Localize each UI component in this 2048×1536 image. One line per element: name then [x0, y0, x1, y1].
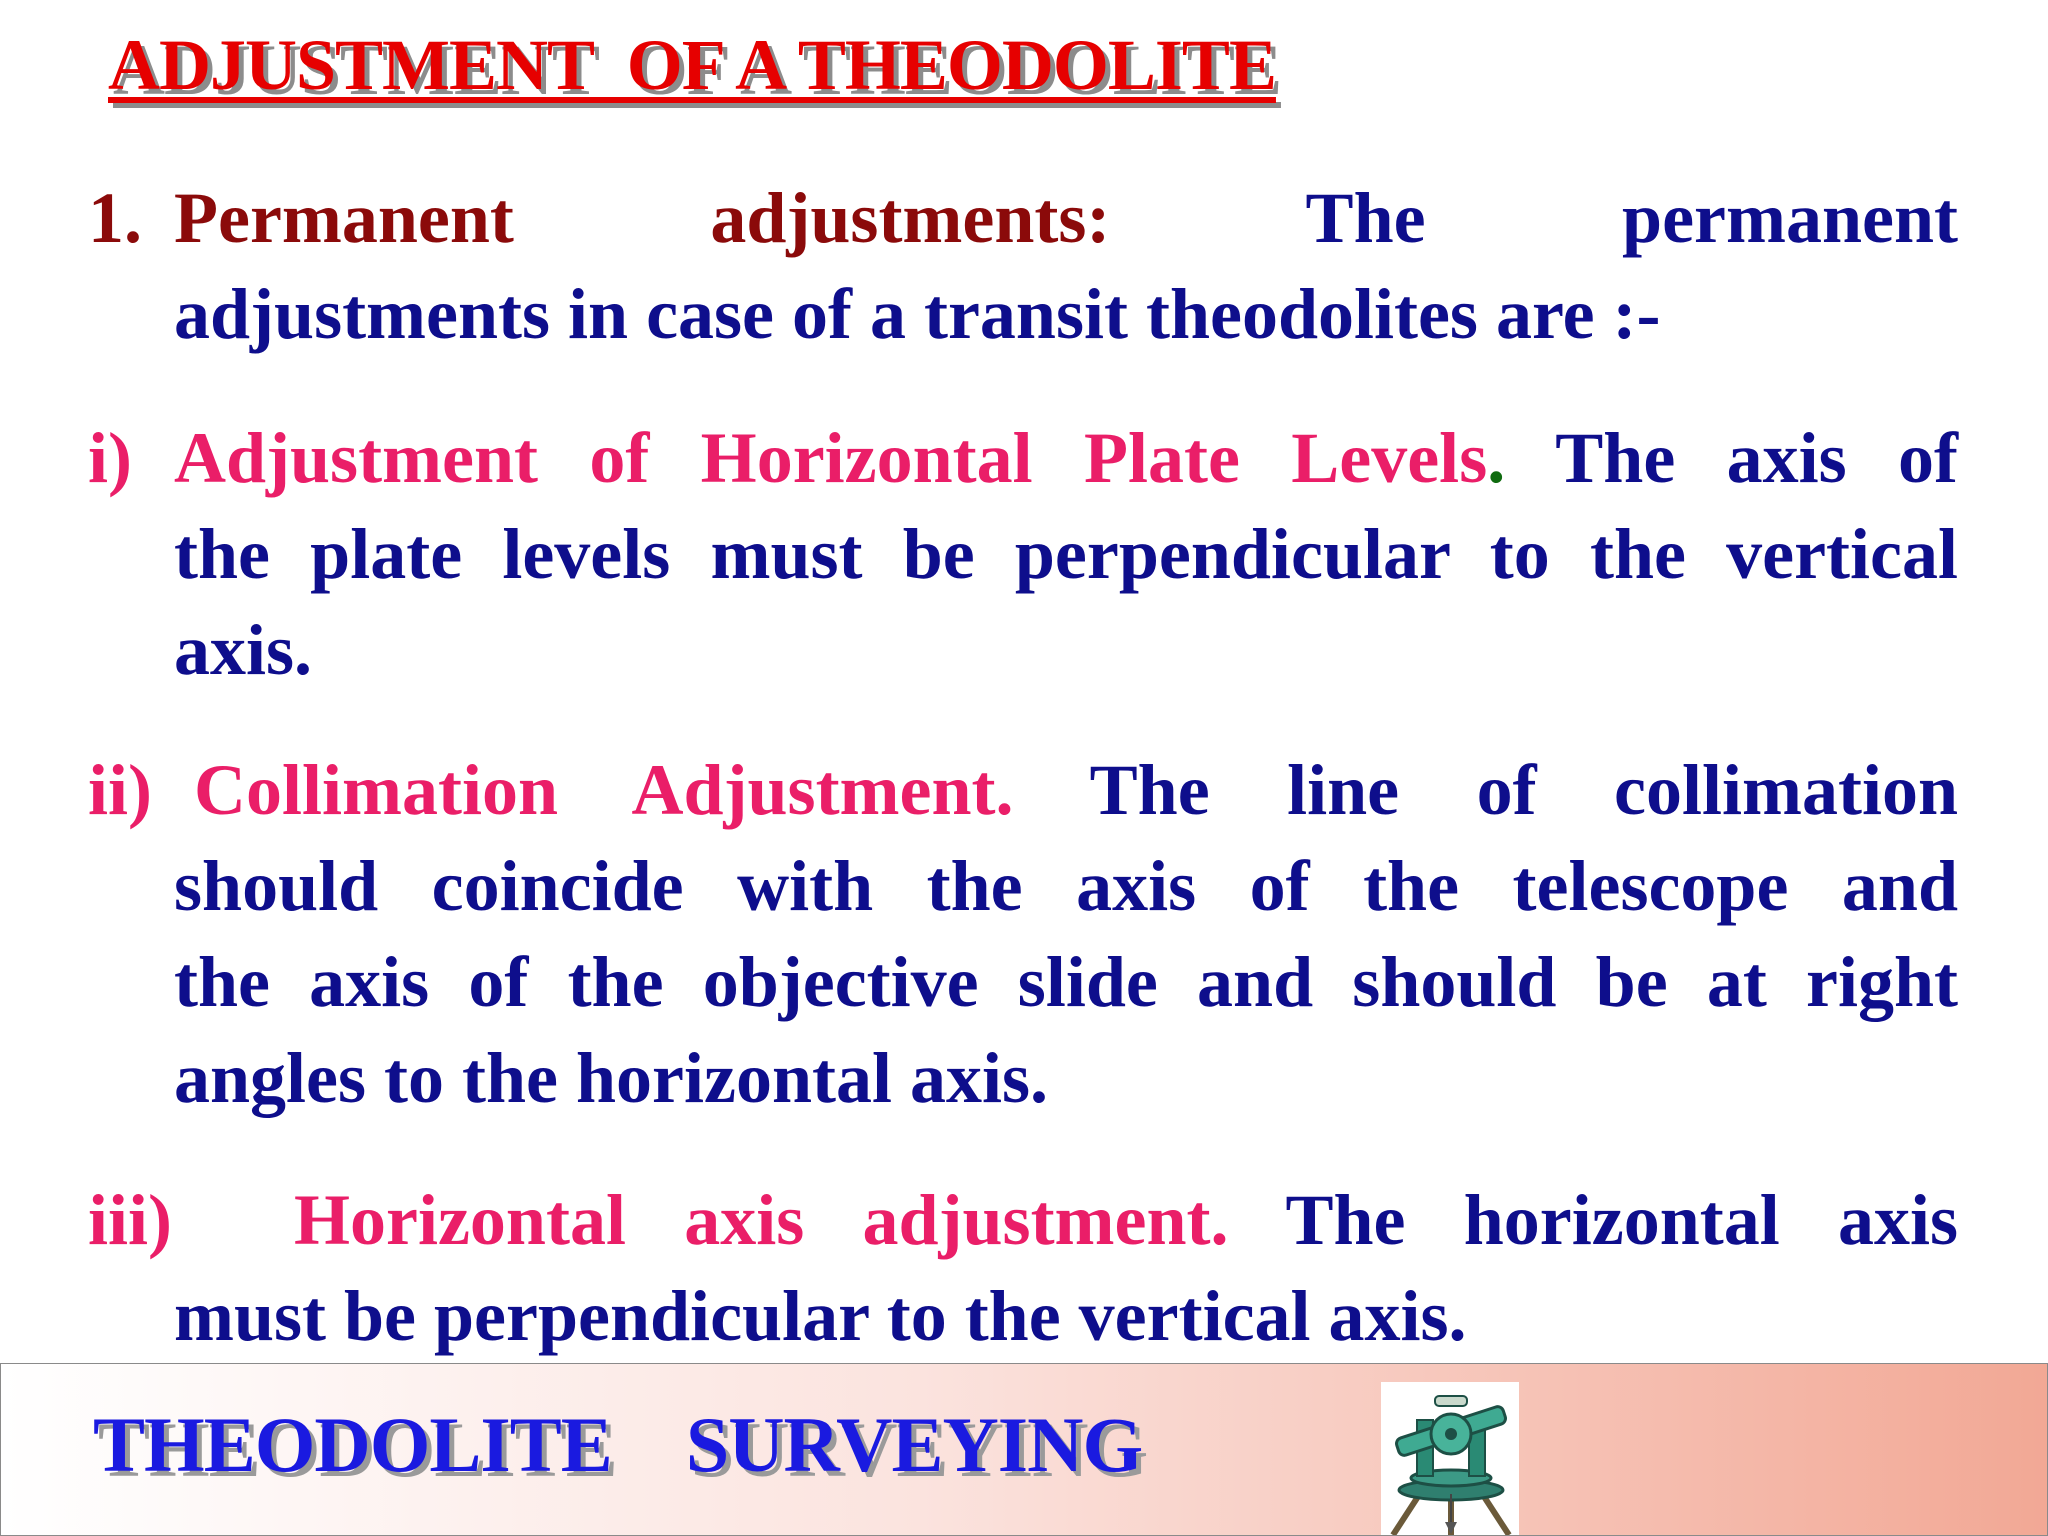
list-item-horizontal-axis-adjustment	[88, 1172, 1958, 1364]
item-text-line: must be perpendicular to the vertical axis.	[174, 1276, 1467, 1356]
list-item-permanent-adjustments	[88, 170, 1958, 362]
item-heading: Collimation Adjustment.	[194, 750, 1014, 830]
list-item-collimation-adjustment	[88, 742, 1958, 1126]
item-heading: Permanent adjustments:	[174, 178, 1111, 258]
list-item-horizontal-plate-levels	[88, 410, 1958, 698]
item-text-line: angles to the horizontal axis.	[174, 1038, 1048, 1118]
footer-band	[0, 1363, 2048, 1536]
list-marker: i)	[88, 418, 132, 498]
item-text-line: the axis of the objective slide and should be at right	[174, 942, 1958, 1022]
item-heading: Adjustment of Horizontal Plate Levels	[174, 418, 1488, 498]
item-text-line: axis.	[174, 610, 313, 690]
list-marker: 1.	[88, 178, 142, 258]
item-text-line: The line of collimation	[1089, 750, 1958, 830]
item-heading: Horizontal axis adjustment.	[294, 1180, 1229, 1260]
list-marker: ii)	[88, 750, 152, 830]
item-text-line: adjustments in case of a transit theodolites are :-	[174, 274, 1661, 354]
list-marker: iii)	[88, 1180, 172, 1260]
theodolite-instrument-icon	[1381, 1382, 1519, 1535]
slide-title: ADJUSTMENT OF A THEODOLITE	[108, 25, 1276, 105]
item-text-line: should coincide with the axis of the telescope and	[174, 846, 1958, 926]
item-text-line: The permanent	[1305, 178, 1958, 258]
item-text-line: the plate levels must be perpendicular to the vertical	[174, 514, 1958, 594]
item-text-line: The axis of	[1555, 418, 1959, 498]
item-text-line: The horizontal axis	[1285, 1180, 1959, 1260]
footer-title: THEODOLITE SURVEYING	[93, 1401, 1143, 1488]
item-heading-punct: .	[1487, 418, 1506, 498]
